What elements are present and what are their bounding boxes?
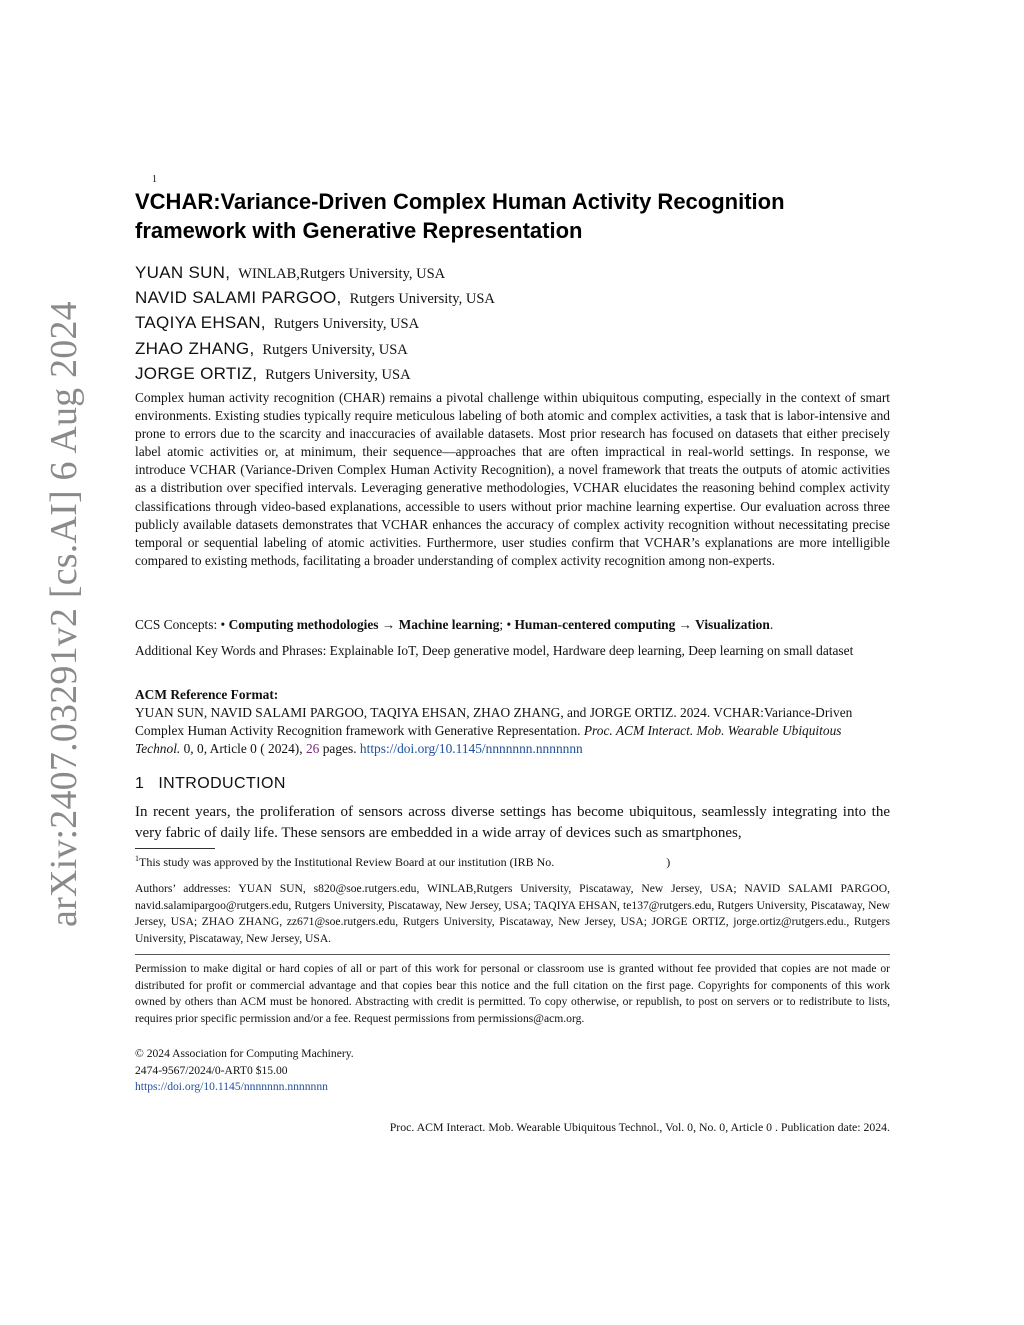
section-number: 1 xyxy=(135,775,145,792)
paper-title xyxy=(135,187,890,245)
reference-venue: Proc. ACM Interact. Mob. Wearable Ubiquitous Technol. xyxy=(135,723,842,756)
author-name: NAVID SALAMI PARGOO, xyxy=(135,288,342,308)
title-line-2: framework with Generative Representation xyxy=(135,218,583,243)
footnote-rule xyxy=(135,848,215,849)
abstract: Complex human activity recognition (CHAR) remains a pivotal challenge within ubiquitous computing, especially in the context of smart environments. Existing studies typically require meticulous labeling of both atomic and complex activities, a task that is labor-intensive and prone to errors due to the scarcity and inaccuracies of available datasets. Most prior research has focused on datasets that either precisely label atomic activities or, at minimum, their sequence—approaches that are often impractical in real-world settings. In response, we introduce VCHAR (Variance-Driven Complex Human Activity Recognition), a novel framework that treats the outputs of atomic activities as a distribution over specified intervals. Leveraging generative methodologies, VCHAR elucidates the reasoning behind complex activity classifications through video-based explanations, accessible to users without prior machine learning expertise. Our evaluation across three publicly available datasets demonstrates that VCHAR enhances the accuracy of complex activity recognition without necessitating precise temporal or sequential labeling of atomic activities. Furthermore, user studies confirm that VCHAR’s explanations are more intelligible compared to existing methods, facilitating a broader understanding of complex activity recognition among non-experts. xyxy=(135,390,890,568)
title-line-1: VCHAR:Variance-Driven Complex Human Activity Recognition xyxy=(135,189,785,214)
acm-reference xyxy=(135,686,890,758)
arxiv-stamp: arXiv:2407.03291v2 [cs.AI] 6 Aug 2024 xyxy=(43,301,85,927)
author-affiliation: Rutgers University, USA xyxy=(349,291,495,308)
intro-paragraph: In recent years, the proliferation of sensors across diverse settings has become ubiquitous, seamlessly integrating into the very fabric of daily life. These sensors are embedded in a wide array of devices such as smartphones, xyxy=(135,804,890,841)
author-affiliation: Rutgers University, USA xyxy=(273,316,420,333)
author-list xyxy=(135,261,890,387)
copyright-block xyxy=(135,1046,890,1096)
permission-rule xyxy=(135,954,890,955)
author-entry xyxy=(135,286,890,311)
footnote-mark: 1 xyxy=(135,854,139,863)
author-name: YUAN SUN, xyxy=(135,263,231,282)
author-affiliation: Rutgers University, USA xyxy=(265,366,411,383)
title-footnote-mark: 1 xyxy=(152,174,157,185)
issn-line: 2474-9567/2024/0-ART0 $15.00 xyxy=(135,1063,288,1077)
author-name: JORGE ORTIZ, xyxy=(135,363,258,383)
reference-body xyxy=(135,704,890,758)
author-affiliation: WINLAB,Rutgers University, USA xyxy=(238,266,446,282)
author-addresses: Authors’ addresses: YUAN SUN, s820@soe.rutgers.edu, WINLAB,Rutgers University, Piscataway, New Jersey, USA; NAVID SALAMI PARGOO, navid.salamipargoo@rutgers.edu, Rutgers University, Piscataway, New Jersey, USA; TAQIYA EHSAN, te137@rutgers.edu, Rutgers University, Piscataway, New Jersey, USA; ZHAO ZHANG, zz671@soe.rutgers.edu, Rutgers University, Piscataway, New Jersey, USA; JORGE ORTIZ, jorge.ortiz@rutgers.edu., Rutgers University, Piscataway, New Jersey, USA. xyxy=(135,882,890,945)
ccs-label: CCS Concepts: • xyxy=(135,617,229,632)
author-entry xyxy=(135,362,890,387)
reference-text: YUAN SUN, NAVID SALAMI PARGOO, TAQIYA EHSAN, ZHAO ZHANG, and JORGE ORTIZ. 2024. VCHAR:Variance-Driven Complex Human Activity Recognition framework with Generative Representation. xyxy=(135,705,853,738)
footnote-close: ) xyxy=(666,855,671,869)
permission-notice: Permission to make digital or hard copies of all or part of this work for personal or classroom use is granted without fee provided that copies are not made or distributed for profit or commercial advantage and that copies bear this notice and the full citation on the first page. Copyrights for components of this work owned by others than ACM must be honored. Abstracting with credit is permitted. To copy otherwise, or republish, to post on servers or to redistribute to lists, requires prior specific permission and/or a fee. Request permissions from permissions@acm.org. xyxy=(135,962,890,1025)
section-title: INTRODUCTION xyxy=(158,775,286,792)
reference-heading: ACM Reference Format: xyxy=(135,687,279,702)
author-entry xyxy=(135,311,890,336)
ccs-concept-1: Computing methodologies → Machine learning xyxy=(228,617,500,632)
author-entry xyxy=(135,261,890,286)
keywords: Additional Key Words and Phrases: Explainable IoT, Deep generative model, Hardware deep learning, Deep learning on small dataset xyxy=(135,643,854,658)
ccs-concept-2: Human-centered computing → Visualization xyxy=(514,617,770,632)
page-footer: Proc. ACM Interact. Mob. Wearable Ubiquitous Technol., Vol. 0, No. 0, Article 0 . Publication date: 2024. xyxy=(389,1120,890,1134)
footnote xyxy=(135,851,890,870)
reference-doi-link[interactable]: https://doi.org/10.1145/nnnnnnn.nnnnnnn xyxy=(359,741,583,756)
ccs-end: . xyxy=(769,617,774,632)
section-heading xyxy=(135,775,890,793)
footnote-text: This study was approved by the Institutional Review Board at our institution (IRB No. xyxy=(139,855,555,869)
reference-pages-suffix: pages. xyxy=(319,741,360,756)
copyright-line: © 2024 Association for Computing Machinery. xyxy=(135,1047,354,1060)
reference-volume: 0, 0, Article 0 ( 2024), xyxy=(180,741,306,756)
author-entry xyxy=(135,337,890,362)
author-affiliation: Rutgers University, USA xyxy=(262,341,408,358)
author-name: ZHAO ZHANG, xyxy=(135,338,255,358)
ccs-separator: ; • xyxy=(499,617,515,632)
reference-pages-link[interactable]: 26 xyxy=(305,741,320,756)
author-name: TAQIYA EHSAN, xyxy=(135,313,266,333)
ccs-concepts xyxy=(135,616,890,634)
copyright-doi-link[interactable]: https://doi.org/10.1145/nnnnnnn.nnnnnnn xyxy=(135,1080,328,1094)
